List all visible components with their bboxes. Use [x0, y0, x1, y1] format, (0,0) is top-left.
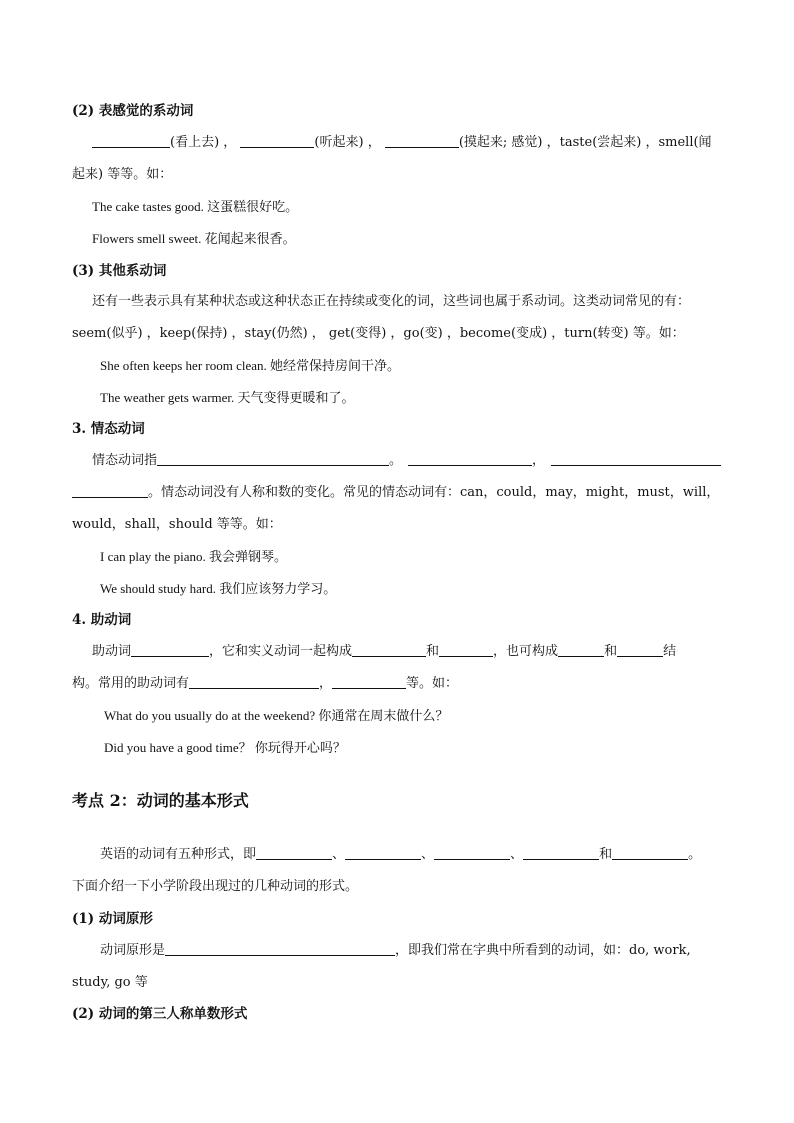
verb-forms-intro: 下面介绍一下小学阶段出现过的几种动词的形式。 [72, 879, 359, 894]
section-heading-sense-verbs: (2) 表感觉的系动词 [72, 103, 194, 119]
sense-verbs-paragraph: (看上去) ， (听起来) ， (摸起来; 感觉) ，taste(尝起来) ，smell(闻 [92, 134, 722, 152]
answer-blank[interactable] [72, 484, 148, 498]
example-sentence: She often keeps her room clean. 她经常保持房间干净。 [100, 358, 401, 373]
base-form-paragraph-cont: study, go 等 [72, 975, 148, 990]
answer-blank[interactable] [240, 134, 314, 148]
verb-forms-paragraph: 英语的动词有五种形式，即 、 、 、 和 。 [100, 847, 702, 862]
example-sentence: Flowers smell sweet. 花闻起来很香。 [92, 231, 296, 246]
example-sentence: The weather gets warmer. 天气变得更暖和了。 [100, 390, 355, 405]
example-sentence: Did you have a good time？ 你玩得开心吗？ [104, 740, 346, 755]
answer-blank[interactable] [256, 846, 332, 860]
answer-blank[interactable] [558, 643, 604, 657]
answer-blank[interactable] [408, 452, 532, 466]
subheading-third-person-singular: (2) 动词的第三人称单数形式 [72, 1006, 248, 1022]
example-sentence: What do you usually do at the weekend? 你通常在周末做什么？ [104, 708, 449, 723]
answer-blank[interactable] [332, 675, 406, 689]
section-heading-other-linking-verbs: (3) 其他系动词 [72, 263, 167, 279]
modal-verbs-definition: 情态动词指 。 ， [92, 452, 722, 470]
answer-blank[interactable] [92, 134, 170, 148]
example-sentence: The cake tastes good. 这蛋糕很好吃。 [92, 199, 299, 214]
auxiliary-verbs-paragraph: 助动词 ，它和实义动词一起构成 和 ，也可构成 和 结 [92, 644, 677, 659]
section-heading-modal-verbs: 3. 情态动词 [72, 421, 145, 437]
answer-blank[interactable] [189, 675, 319, 689]
modal-verbs-list-cont: would，shall，should 等等。如： [72, 517, 282, 532]
answer-blank[interactable] [551, 452, 721, 466]
answer-blank[interactable] [385, 134, 459, 148]
answer-blank[interactable] [352, 643, 426, 657]
answer-blank[interactable] [439, 643, 493, 657]
answer-blank[interactable] [617, 643, 663, 657]
example-sentence: I can play the piano. 我会弹钢琴。 [100, 549, 288, 564]
section-heading-auxiliary-verbs: 4. 助动词 [72, 612, 132, 628]
answer-blank[interactable] [523, 846, 599, 860]
other-linking-verbs-list: seem(似乎) ，keep(保持) ，stay(仍然) ， get(变得) ，go(变) ，become(变成) ，turn(转变) 等。如： [72, 326, 685, 341]
other-linking-verbs-paragraph: 还有一些表示具有某种状态或这种状态正在持续或变化的词，这些词也属于系动词。这类动词常见的有： [92, 294, 691, 309]
answer-blank[interactable] [612, 846, 688, 860]
auxiliary-verbs-list: 构。常用的助动词有 ， 等。如： [72, 676, 459, 691]
subheading-base-form: (1) 动词原形 [72, 911, 153, 927]
example-sentence: We should study hard. 我们应该努力学习。 [100, 581, 337, 596]
answer-blank[interactable] [131, 643, 209, 657]
answer-blank[interactable] [434, 846, 510, 860]
key-point-2-heading: 考点 2：动词的基本形式 [72, 791, 249, 810]
answer-blank[interactable] [345, 846, 421, 860]
answer-blank[interactable] [157, 452, 389, 466]
sense-verbs-paragraph-cont: 起来) 等等。如： [72, 167, 173, 182]
answer-blank[interactable] [165, 942, 395, 956]
modal-verbs-list: 。情态动词没有人称和数的变化。常见的情态动词有：can，could，may，might，must，will， [72, 484, 722, 502]
base-form-paragraph: 动词原形是 ，即我们常在字典中所看到的动词，如：do, work, [100, 943, 691, 958]
